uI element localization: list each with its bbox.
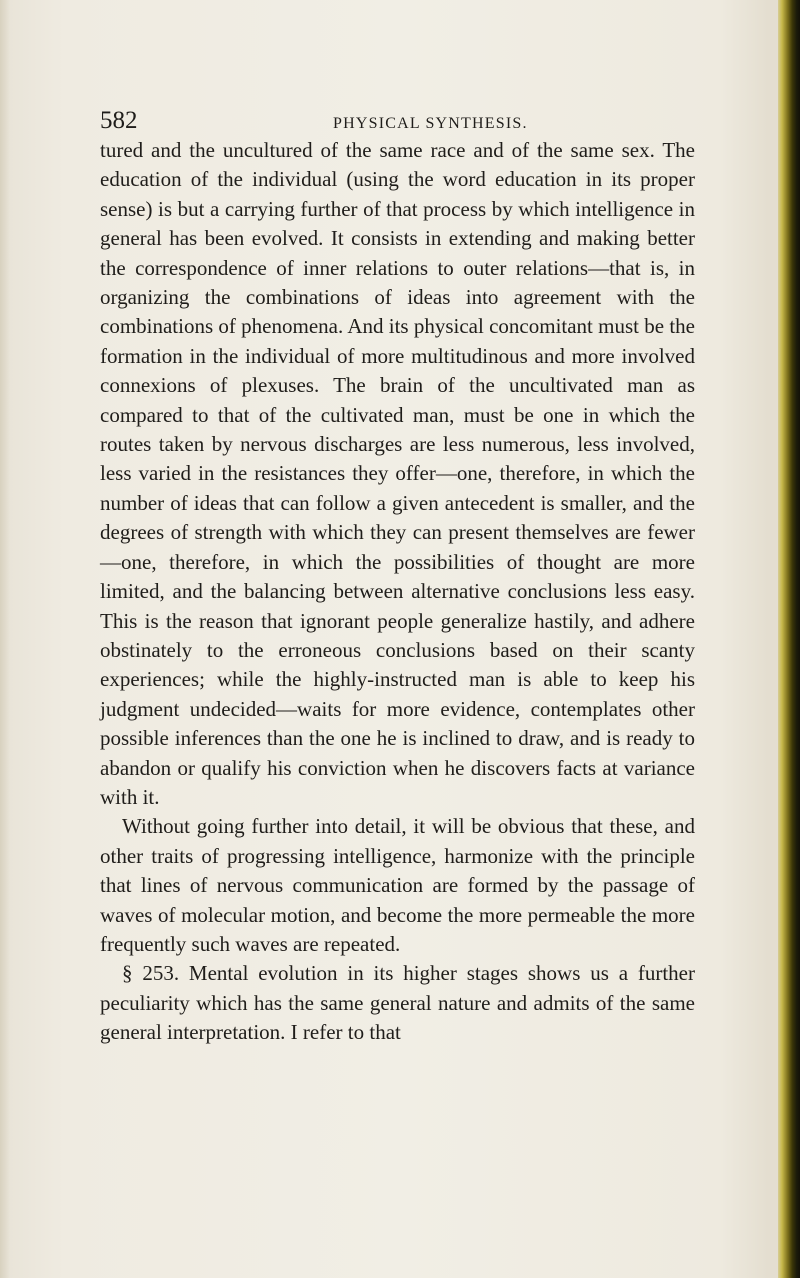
book-spine-edge xyxy=(778,0,800,1278)
paragraph-without-going-further: Without going further into detail, it will be obvious that these, and other traits of progressing intelligence, harmonize with the principle that lines of nervous communication are formed by the passage of waves of molecular motion, and become the more permeable the more frequently such waves are repeated. xyxy=(100,814,695,956)
page-header xyxy=(100,108,700,138)
body-text xyxy=(100,136,695,1048)
paragraph-section-253: § 253. Mental evolution in its higher stages shows us a further peculiarity which has the same general nature and admits of the same general interpretation. I refer to that xyxy=(100,961,695,1045)
running-head: PHYSICAL SYNTHESIS. xyxy=(333,115,528,132)
page-number: 582 xyxy=(100,107,138,134)
paragraph-continuation: tured and the uncultured of the same race and of the same sex. The education of the individual (using the word education in its proper sense) is but a carrying further of that process by which intelligence in general has been evolved. It consists in extending and making better the correspondence of inner relations to outer relations—that is, in organizing the combinations of ideas into agreement with the combinations of phenomena. And its physical concomitant must be the formation in the individual of more multitudinous and more involved connexions of plexuses. The brain of the uncultivated man as compared to that of the cultivated man, must be one in which the routes taken by nervous discharges are less numerous, less involved, less varied in the resistances they offer—one, therefore, in which the number of ideas that can follow a given antecedent is smaller, and the degrees of strength with which they can present themselves are fewer—one, therefore, in which the possibilities of thought are more limited, and the balancing between alternative conclusions less easy. This is the reason that ignorant people generalize hastily, and adhere obstinately to the erroneous conclusions based on their scanty experiences; while the highly-instructed man is able to keep his judgment undecided—waits for more evidence, contemplates other possible inferences than the one he is inclined to draw, and is ready to abandon or qualify his conviction when he discovers facts at variance with it. xyxy=(100,138,695,809)
page-gutter-shadow xyxy=(0,0,10,1278)
